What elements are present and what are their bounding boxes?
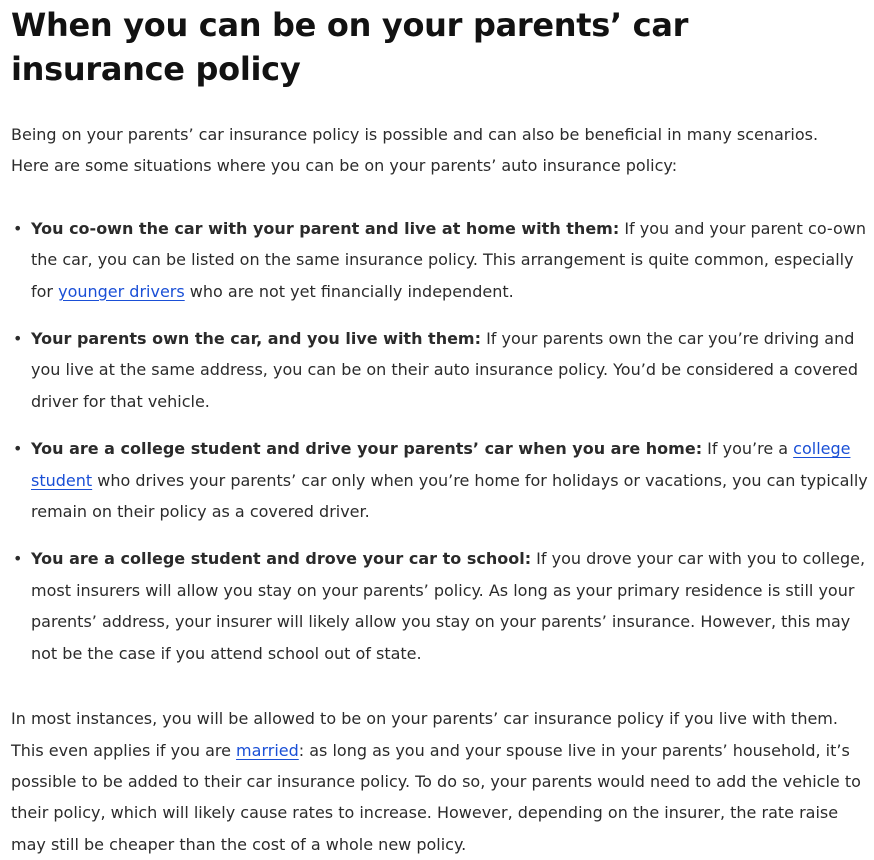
situations-list bbox=[11, 213, 874, 669]
list-item-text: If your parents own the car you’re driving and you live at the same address, you can be on their auto insurance policy. You’d be considered a covered driver for that vehicle. bbox=[31, 329, 858, 411]
list-item-text: If you and your parent co-own the car, you can be listed on the same insurance policy. This arrangement is quite common, especially for bbox=[31, 218, 866, 301]
list-item-text: who are not yet financially independent. bbox=[184, 281, 514, 301]
list-item-lead: Your parents own the car, and you live with them: bbox=[31, 329, 481, 349]
bullet-icon: • bbox=[13, 549, 23, 569]
list-item bbox=[11, 433, 871, 527]
married-link[interactable]: married bbox=[236, 740, 299, 760]
closing-paragraph bbox=[11, 703, 861, 860]
closing-text: : as long as you and your spouse live in your parents’ household, it’s possible to be added to their car insurance policy. To do so, your parents would need to add the vehicle to their policy, which will likely cause rates to increase. However, depending on the insurer, the rate raise may still be cheaper than the cost of a whole new policy. bbox=[11, 740, 861, 854]
list-item bbox=[11, 543, 871, 669]
college-student-link[interactable]: college student bbox=[31, 439, 851, 490]
bullet-icon: • bbox=[13, 439, 23, 459]
intro-paragraph: Being on your parents’ car insurance policy is possible and can also be beneficial in many scenarios. Here are some situations where you can be on your parents’ auto insurance policy: bbox=[11, 125, 819, 176]
list-item-text: If you drove your car with you to college, most insurers will allow you stay on your parents’ policy. As long as your primary residence is still your parents’ address, your insurer will likely allow you stay on your parents’ insurance. However, this may not be the case if you attend school out of state. bbox=[31, 549, 866, 663]
closing-text: In most instances, you will be allowed to be on your parents’ car insurance policy if you live with them. This even applies if you are bbox=[11, 709, 838, 760]
list-item bbox=[11, 213, 871, 307]
bullet-icon: • bbox=[13, 218, 23, 238]
bullet-icon: • bbox=[13, 329, 23, 349]
list-item bbox=[11, 323, 871, 417]
list-item-lead: You are a college student and drive your parents’ car when you are home: bbox=[31, 439, 703, 459]
list-item-lead: You are a college student and drove your car to school: bbox=[31, 549, 532, 569]
younger-drivers-link[interactable]: younger drivers bbox=[58, 281, 185, 301]
article-title: When you can be on your parents’ car insurance policy bbox=[11, 6, 689, 88]
list-item-text: who drives your parents’ car only when you’re home for holidays or vacations, you can typically remain on their policy as a covered driver. bbox=[31, 470, 868, 522]
list-item-text: If you’re a bbox=[702, 439, 794, 459]
list-item-lead: You co-own the car with your parent and live at home with them: bbox=[31, 218, 620, 238]
